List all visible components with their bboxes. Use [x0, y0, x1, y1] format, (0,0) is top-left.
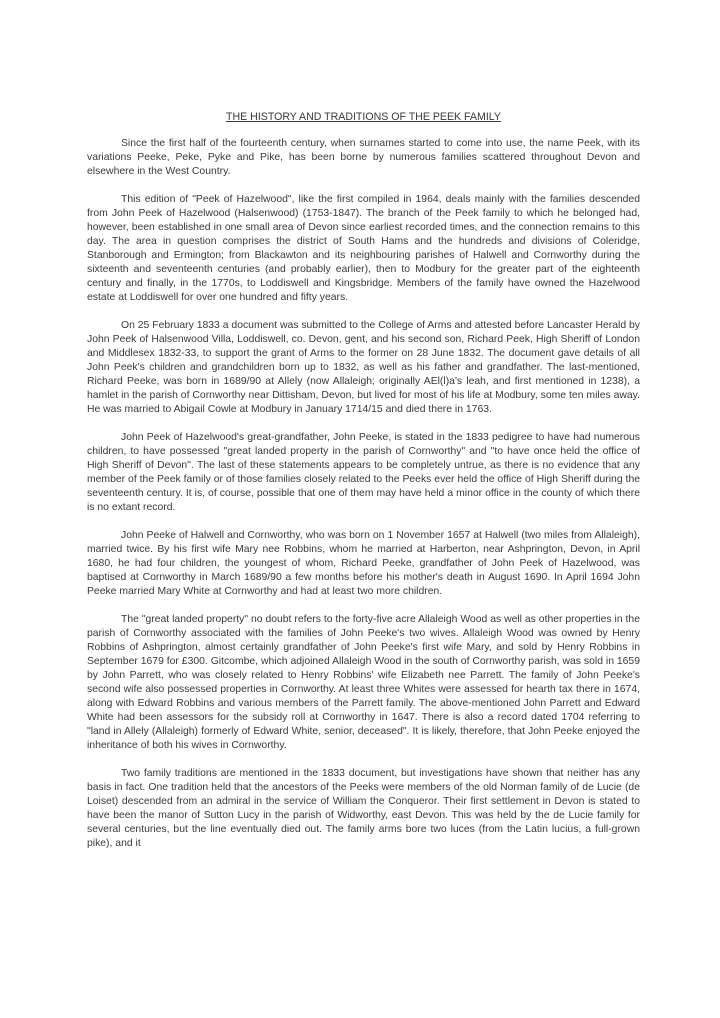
- paragraph: John Peeke of Halwell and Cornworthy, who was born on 1 November 1657 at Halwell (two miles from Allaleigh), married twice. By his first wife Mary nee Robbins, whom he married at Harberton, near Ashprington, Devon, in April 1680, he had four children, the youngest of whom, Richard Peeke, grandfather of John Peek of Hazelwood, was baptised at Cornworthy in March 1689/90 a few months before his mother's death in August 1690. In April 1694 John Peeke married Mary White at Cornworthy and had at least two more children.: [87, 530, 640, 597]
- paragraph: This edition of "Peek of Hazelwood", like the first compiled in 1964, deals mainly with the families descended from John Peek of Hazelwood (Halsenwood) (1753-1847). The branch of the Peek family to which he belonged had, however, been established in one small area of Devon since earliest recorded times, and the connection remains to this day. The area in question comprises the district of South Hams and the hundreds and divisions of Coleridge, Stanborough and Ermington; from Blackawton and its neighbouring parishes of Halwell and Cornworthy during the sixteenth and seventeenth centuries (and probably earlier), then to Modbury for the greater part of the eighteenth century and finally, in the 1770s, to Loddiswell and Kingsbridge. Members of the family have owned the Hazelwood estate at Loddiswell for over one hundred and fifty years.: [87, 194, 640, 303]
- paragraph: The "great landed property" no doubt refers to the forty-five acre Allaleigh Wood as well as other properties in the parish of Cornworthy associated with the families of John Peeke's two wives. Allaleigh Wood was owned by Henry Robbins of Ashprington, almost certainly grandfather of John Peeke's first wife Mary, and sold by Henry Robbins in September 1679 for £300. Gitcombe, which adjoined Allaleigh Wood in the south of Cornworthy parish, was sold in 1659 by John Parrett, who was closely related to Henry Robbins' wife Elizabeth nee Parrett. The family of John Peeke's second wife also possessed properties in Cornworthy. At least three Whites were assessed for hearth tax there in 1674, along with Edward Robbins and various members of the Parrett family. The above-mentioned John Parrett and Edward White had been assessors for the subsidy roll at Cornworthy in 1647. There is also a record dated 1704 referring to "land in Allely (Allaleigh) formerly of Edward White, senior, deceased". It is likely, therefore, that John Peeke enjoyed the inheritance of both his wives in Cornworthy.: [87, 614, 640, 751]
- paragraph: John Peek of Hazelwood's great-grandfather, John Peeke, is stated in the 1833 pedigree to have had numerous children, to have possessed "great landed property in the parish of Cornworthy" and "to have once held the office of High Sheriff of Devon". The last of these statements appears to be completely untrue, as there is no evidence that any member of the Peek family or of those families closely related to the Peeks ever held the office of High Sheriff during the seventeenth century. It is, of course, possible that one of them may have held a minor office in the county of which there is no extant record.: [87, 432, 640, 513]
- document-title: THE HISTORY AND TRADITIONS OF THE PEEK FAMILY: [226, 111, 501, 123]
- paragraph: On 25 February 1833 a document was submitted to the College of Arms and attested before Lancaster Herald by John Peek of Halsenwood Villa, Loddiswell, co. Devon, gent, and his second son, Richard Peek, High Sheriff of London and Middlesex 1832-33, to support the grant of Arms to the former on 28 June 1832. The document gave details of all John Peek's children and grandchildren born up to 1832, as well as his father and grandfather. The last-mentioned, Richard Peeke, was born in 1689/90 at Allely (now Allaleigh; originally AEl(l)a's leah, and first mentioned in 1238), a hamlet in the parish of Cornworthy near Dittisham, Devon, but lived for most of his life at Modbury, some ten miles away. He was married to Abigail Cowle at Modbury in January 1714/15 and died there in 1763.: [87, 320, 640, 415]
- paragraph: Since the first half of the fourteenth century, when surnames started to come into use, the name Peek, with its variations Peeke, Peke, Pyke and Pike, has been borne by numerous families scattered throughout Devon and elsewhere in the West Country.: [87, 138, 640, 177]
- document-body: [87, 110, 640, 865]
- paragraph: Two family traditions are mentioned in the 1833 document, but investigations have shown that neither has any basis in fact. One tradition held that the ancestors of the Peeks were members of the old Norman family of de Lucie (de Loiset) descended from an admiral in the service of William the Conqueror. Their first settlement in Devon is stated to have been the manor of Sutton Lucy in the parish of Widworthy, east Devon. This was held by the de Lucie family for several centuries, but the line eventually died out. The family arms bore two luces (from the Latin lucius, a full-grown pike), and it: [87, 768, 640, 849]
